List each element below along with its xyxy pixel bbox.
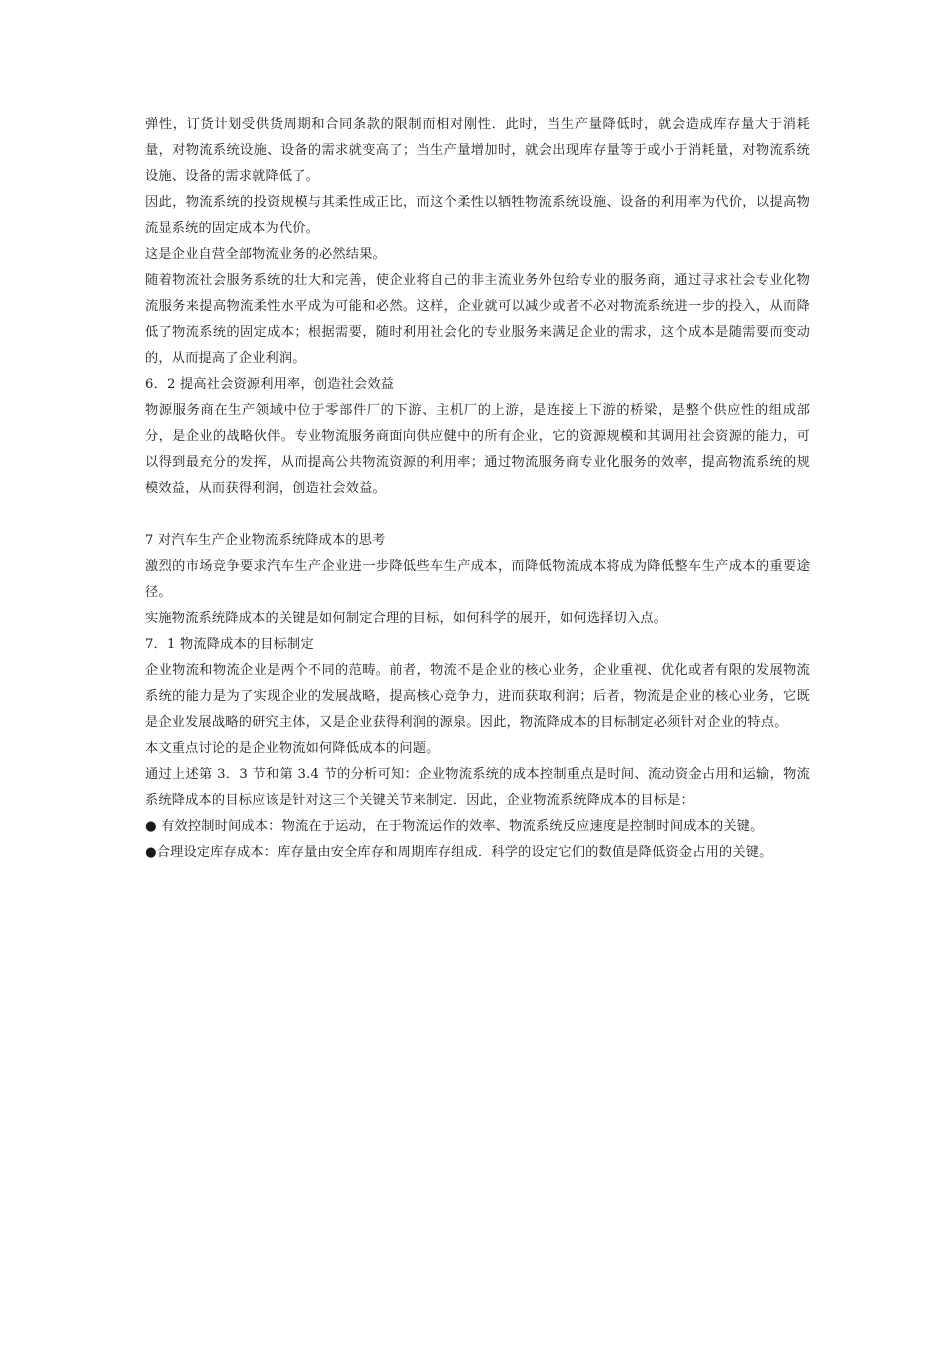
paragraph-outsourcing: 随着物流社会服务系统的壮大和完善，使企业将自己的非主流业务外包给专业的服务商，通过寻求社会专业化物流服务来提高物流柔性水平成为可能和必然。这样，企业就可以减少或者不必对物流系统进一步的投入，从而降低了物流系统的固定成本；根据需要，随时利用社会化的专业服务来满足企业的需求，这个成本是随需要而变动的，从而提高了企业利润。: [145, 273, 810, 366]
section-heading-7-1: 7．1 物流降成本的目标制定: [145, 637, 314, 652]
section-heading-6-2: 6．2 提高社会资源利用率，创造社会效益: [145, 377, 395, 392]
document-body: [145, 112, 810, 866]
paragraph-analysis-summary: 通过上述第 3．3 节和第 3.4 节的分析可知：企业物流系统的成本控制重点是时间、流动资金占用和运输，物流系统降成本的目标应该是针对这三个关键关节来制定．因此，企业物流系统降成本的目标是：: [145, 767, 810, 808]
paragraph-market-competition: 激烈的市场竞争要求汽车生产企业进一步降低些车生产成本，而降低物流成本将成为降低整车生产成本的重要途径。: [145, 559, 810, 600]
paragraph-service-provider: 物源服务商在生产领域中位于零部件厂的下游、主机厂的上游，是连接上下游的桥梁，是整个供应性的组成部分，是企业的战略伙伴。专业物流服务商面向供应健中的所有企业，它的资源规模和其调用社会资源的能力，可以得到最充分的发挥，从而提高公共物流资源的利用率；通过物流服务商专业化服务的效率，提高物流系统的规模效益，从而获得利润，创造社会效益。: [145, 403, 810, 496]
paragraph-enterprise-logistics: 企业物流和物流企业是两个不同的范畴。前者，物流不是企业的核心业务，企业重视、优化或者有限的发展物流系统的能力是为了实现企业的发展战略，提高核心竞争力，进而获取利润；后者，物流是企业的核心业务，它既是企业发展战略的研究主体，又是企业获得利润的源泉。因此，物流降成本的目标制定必须针对企业的特点。: [145, 663, 810, 730]
bullet-inventory-cost: ●合理设定库存成本：库存量由安全库存和周期库存组成．科学的设定它们的数值是降低资金占用的关键。: [145, 845, 773, 860]
paragraph-self-operated-result: 这是企业自营全部物流业务的必然结果。: [145, 247, 386, 262]
bullet-time-cost: ● 有效控制时间成本：物流在于运动，在于物流运作的效率、物流系统反应速度是控制时间成本的关键。: [145, 819, 764, 834]
paragraph-focus: 本文重点讨论的是企业物流如何降低成本的问题。: [145, 741, 440, 756]
blank-line: [145, 502, 810, 528]
section-heading-7: 7 对汽车生产企业物流系统降成本的思考: [145, 533, 386, 548]
paragraph-elasticity: 弹性，订货计划受供货周期和合同条款的限制而相对刚性．此时，当生产量降低时，就会造成库存量大于消耗量，对物流系统设施、设备的需求就变高了；当生产量增加时，就会出现库存量等于或小于消耗量，对物流系统设施、设备的需求就降低了。: [145, 117, 810, 184]
paragraph-investment-scale: 因此，物流系统的投资规模与其柔性成正比，而这个柔性以牺牲物流系统设施、设备的利用率为代价，以提高物流显系统的固定成本为代价。: [145, 195, 810, 236]
paragraph-key-of-cost-reduction: 实施物流系统降成本的关键是如何制定合理的目标，如何科学的展开，如何选择切入点。: [145, 611, 668, 626]
